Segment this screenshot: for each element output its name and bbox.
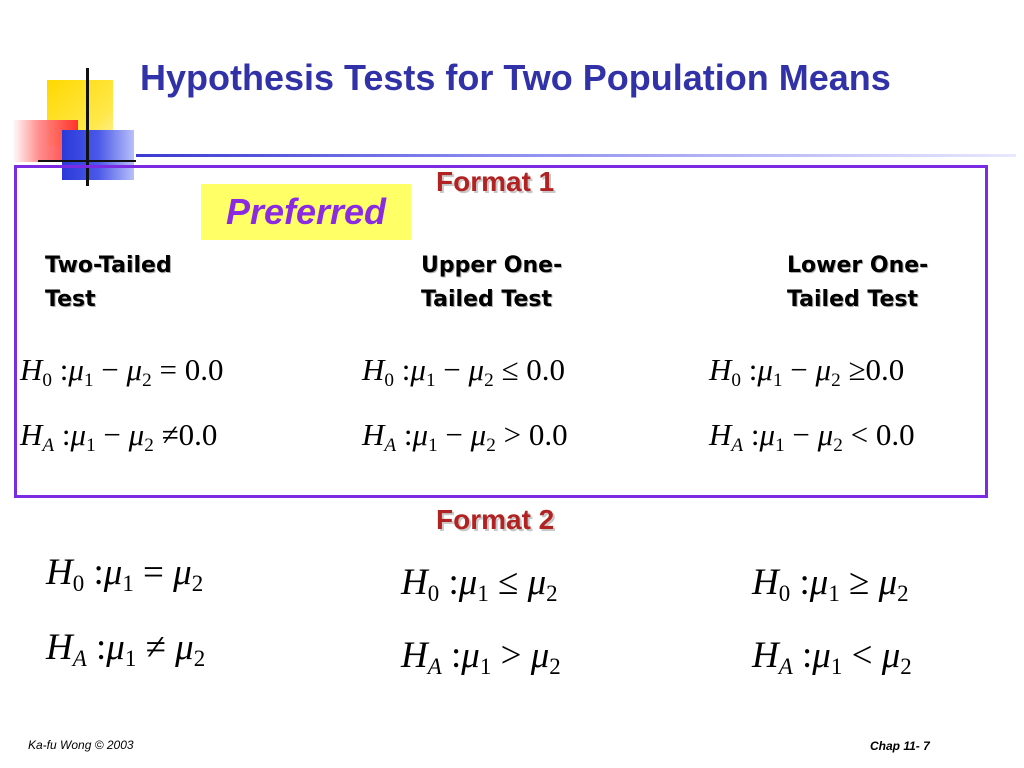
slide-title: Hypothesis Tests for Two Population Means bbox=[140, 57, 891, 98]
eq-colon: : bbox=[61, 417, 71, 452]
eq-subscript: 0 bbox=[778, 580, 791, 606]
eq-mu: μ bbox=[68, 352, 84, 387]
eq-symbol: H bbox=[20, 352, 43, 387]
eq-subscript: 0 bbox=[731, 369, 741, 391]
eq-subscript: 1 bbox=[772, 369, 783, 391]
eq-subscript: 0 bbox=[72, 570, 85, 596]
heading-line: Lower One- bbox=[787, 253, 929, 278]
eq-mu: μ bbox=[175, 627, 194, 668]
eq-colon: : bbox=[59, 352, 69, 387]
eq-subscript: 0 bbox=[42, 369, 52, 391]
eq-value: 0.0 bbox=[184, 352, 224, 387]
eq-minus: − bbox=[792, 417, 810, 452]
format2-alt-hypothesis-upper bbox=[401, 634, 561, 680]
eq-subscript: A bbox=[42, 434, 55, 456]
eq-subscript: 0 bbox=[384, 369, 394, 391]
eq-symbol: H bbox=[20, 417, 43, 452]
format1-null-hypothesis-upper bbox=[362, 352, 565, 392]
eq-minus: − bbox=[443, 352, 461, 387]
eq-subscript: 1 bbox=[83, 369, 94, 391]
eq-subscript: 2 bbox=[900, 653, 912, 679]
eq-colon: : bbox=[451, 635, 462, 676]
eq-symbol: H bbox=[752, 562, 779, 603]
footer-slide-number: Chap 11- 7 bbox=[870, 739, 930, 753]
eq-symbol: H bbox=[401, 562, 428, 603]
eq-symbol: H bbox=[362, 417, 385, 452]
eq-colon: : bbox=[403, 417, 413, 452]
eq-subscript: 2 bbox=[193, 645, 206, 671]
eq-mu: μ bbox=[412, 417, 429, 452]
eq-value: 0.0 bbox=[875, 417, 915, 452]
eq-subscript: 2 bbox=[144, 434, 154, 456]
eq-mu: μ bbox=[461, 635, 480, 676]
logo-horizontal-line bbox=[38, 160, 136, 162]
eq-mu: μ bbox=[128, 417, 145, 452]
eq-subscript: 2 bbox=[142, 369, 152, 391]
format1-null-hypothesis-lower bbox=[709, 352, 904, 392]
eq-mu: μ bbox=[458, 562, 478, 603]
column-heading-upper-one-tailed bbox=[421, 249, 562, 317]
eq-mu: μ bbox=[757, 352, 773, 387]
eq-operator: ≤ bbox=[498, 562, 519, 603]
eq-subscript: 1 bbox=[122, 570, 134, 596]
eq-operator: = bbox=[143, 552, 164, 593]
preferred-badge: Preferred bbox=[201, 184, 411, 240]
heading-line: Test bbox=[45, 287, 96, 312]
eq-operator: < bbox=[851, 635, 873, 676]
eq-subscript: 0 bbox=[427, 580, 440, 606]
format2-alt-hypothesis-two-tailed bbox=[46, 626, 205, 672]
eq-mu: μ bbox=[881, 635, 901, 676]
eq-subscript: 2 bbox=[484, 369, 494, 391]
heading-line: Upper One- bbox=[421, 253, 563, 278]
eq-colon: : bbox=[748, 352, 758, 387]
eq-operator: ≠ bbox=[161, 417, 179, 452]
eq-subscript: A bbox=[72, 645, 87, 671]
eq-subscript: 2 bbox=[486, 434, 496, 456]
eq-subscript: 1 bbox=[477, 580, 489, 606]
eq-subscript: 1 bbox=[830, 653, 843, 679]
eq-operator: > bbox=[503, 417, 522, 452]
eq-mu: μ bbox=[126, 352, 143, 387]
eq-operator: ≠ bbox=[145, 627, 166, 668]
eq-mu: μ bbox=[103, 552, 123, 593]
format2-label: Format 2 bbox=[436, 504, 555, 535]
eq-value: 0.0 bbox=[178, 417, 218, 452]
heading-line: Tailed Test bbox=[421, 287, 553, 312]
eq-subscript: 1 bbox=[425, 369, 436, 391]
footer-copyright: Ka-fu Wong © 2003 bbox=[28, 738, 134, 752]
format2-alt-hypothesis-lower bbox=[752, 634, 912, 680]
eq-subscript: 1 bbox=[428, 434, 438, 456]
eq-subscript: A bbox=[427, 653, 442, 679]
format2-null-hypothesis-two-tailed bbox=[46, 551, 203, 597]
eq-mu: μ bbox=[817, 417, 834, 452]
eq-symbol: H bbox=[362, 352, 385, 387]
eq-mu: μ bbox=[759, 417, 776, 452]
eq-colon: : bbox=[448, 562, 459, 603]
eq-mu: μ bbox=[809, 562, 829, 603]
eq-colon: : bbox=[799, 562, 810, 603]
eq-colon: : bbox=[750, 417, 760, 452]
format1-label: Format 1 bbox=[436, 166, 555, 197]
eq-operator: ≥ bbox=[848, 352, 866, 387]
eq-colon: : bbox=[96, 627, 107, 668]
eq-subscript: 1 bbox=[828, 580, 840, 606]
eq-subscript: 2 bbox=[833, 434, 843, 456]
format2-null-hypothesis-lower bbox=[752, 561, 909, 607]
eq-subscript: 2 bbox=[897, 580, 909, 606]
eq-symbol: H bbox=[709, 417, 732, 452]
heading-line: Two-Tailed bbox=[45, 253, 172, 278]
eq-mu: μ bbox=[530, 635, 550, 676]
eq-value: 0.0 bbox=[526, 352, 565, 387]
eq-colon: : bbox=[401, 352, 411, 387]
eq-colon: : bbox=[802, 635, 813, 676]
eq-mu: μ bbox=[106, 627, 125, 668]
eq-mu: μ bbox=[410, 352, 426, 387]
eq-subscript: 1 bbox=[86, 434, 96, 456]
eq-subscript: A bbox=[384, 434, 397, 456]
format1-null-hypothesis-two-tailed bbox=[20, 352, 223, 392]
eq-value: 0.0 bbox=[865, 352, 905, 387]
eq-operator: = bbox=[159, 352, 177, 387]
eq-mu: μ bbox=[815, 352, 832, 387]
eq-subscript: A bbox=[778, 653, 793, 679]
eq-symbol: H bbox=[46, 627, 73, 668]
format1-alt-hypothesis-upper bbox=[362, 417, 568, 457]
eq-mu: μ bbox=[173, 552, 192, 593]
eq-subscript: 2 bbox=[546, 580, 558, 606]
eq-value: 0.0 bbox=[528, 417, 568, 452]
eq-mu: μ bbox=[527, 562, 547, 603]
eq-subscript: 1 bbox=[479, 653, 492, 679]
eq-mu: μ bbox=[812, 635, 831, 676]
eq-minus: − bbox=[445, 417, 463, 452]
column-heading-lower-one-tailed bbox=[787, 249, 928, 317]
eq-subscript: 2 bbox=[831, 369, 841, 391]
format1-alt-hypothesis-lower bbox=[709, 417, 915, 457]
eq-operator: ≤ bbox=[501, 352, 519, 387]
eq-symbol: H bbox=[752, 635, 779, 676]
eq-minus: − bbox=[101, 352, 119, 387]
title-underline bbox=[136, 154, 1016, 157]
format2-null-hypothesis-upper bbox=[401, 561, 558, 607]
eq-mu: μ bbox=[468, 352, 485, 387]
eq-subscript: 2 bbox=[191, 570, 204, 596]
eq-subscript: 2 bbox=[549, 653, 561, 679]
format1-alt-hypothesis-two-tailed bbox=[20, 417, 217, 457]
eq-mu: μ bbox=[70, 417, 87, 452]
column-heading-two-tailed bbox=[45, 249, 172, 317]
eq-minus: − bbox=[790, 352, 808, 387]
eq-subscript: 1 bbox=[775, 434, 785, 456]
eq-mu: μ bbox=[470, 417, 487, 452]
eq-subscript: 1 bbox=[124, 645, 137, 671]
eq-mu: μ bbox=[878, 562, 898, 603]
eq-colon: : bbox=[93, 552, 104, 593]
eq-operator: < bbox=[850, 417, 869, 452]
heading-line: Tailed Test bbox=[787, 287, 919, 312]
eq-minus: − bbox=[103, 417, 121, 452]
eq-operator: > bbox=[500, 635, 522, 676]
eq-symbol: H bbox=[46, 552, 73, 593]
eq-symbol: H bbox=[709, 352, 732, 387]
eq-operator: ≥ bbox=[849, 562, 870, 603]
eq-subscript: A bbox=[731, 434, 744, 456]
eq-symbol: H bbox=[401, 635, 428, 676]
